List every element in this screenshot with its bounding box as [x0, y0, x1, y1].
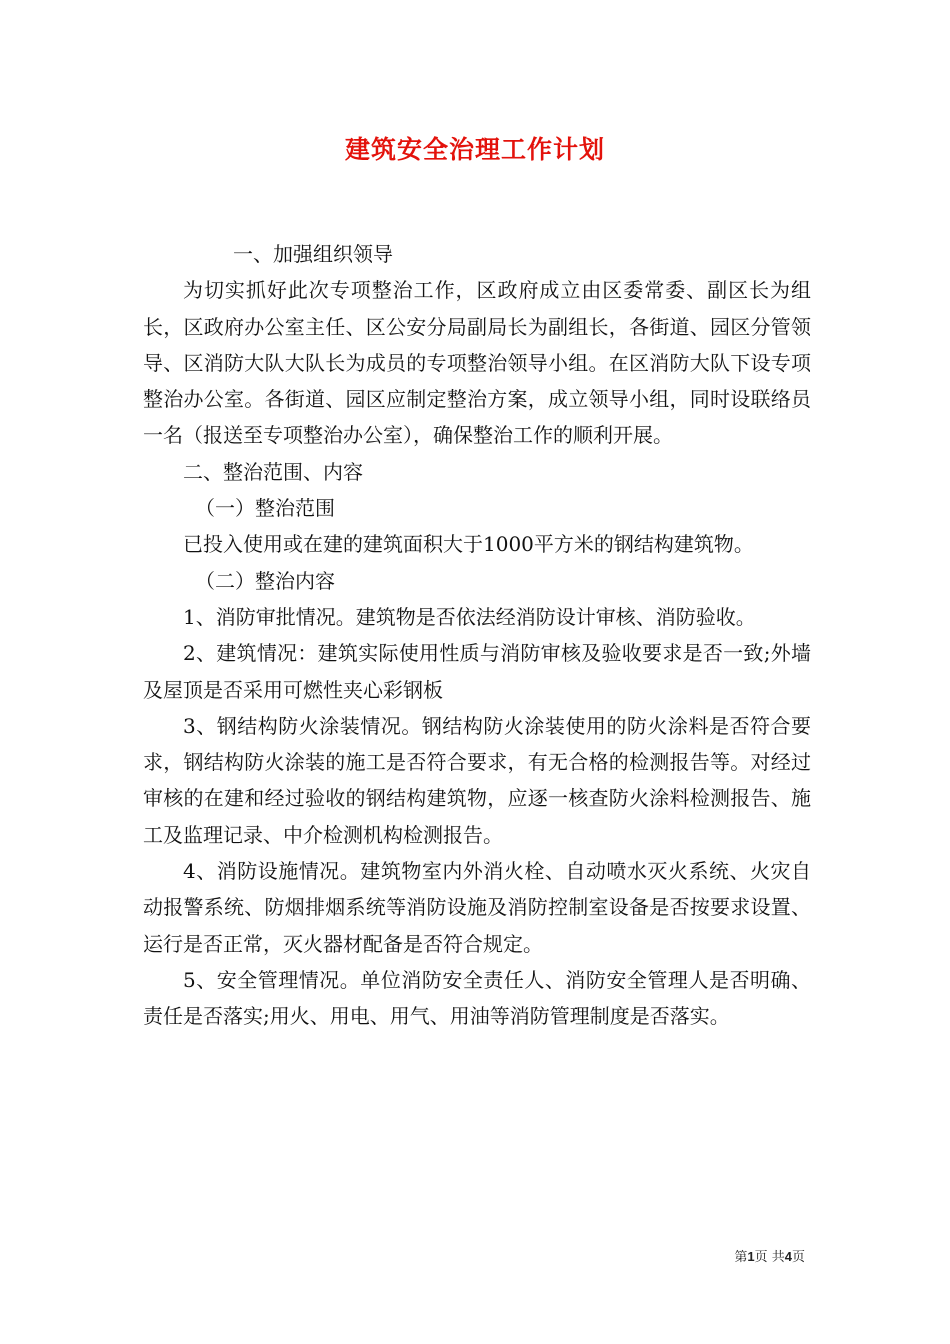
document-title: 建筑安全治理工作计划	[344, 135, 605, 164]
footer-current-page: 1	[747, 1249, 755, 1264]
paragraph-item-2: 2、建筑情况：建筑实际使用性质与消防审核及验收要求是否一致;外墙及屋顶是否采用可燃性夹心彩钢板	[143, 641, 811, 702]
page-number-footer	[734, 1246, 805, 1265]
paragraph-item-5: 5、安全管理情况。单位消防安全责任人、消防安全管理人是否明确、责任是否落实;用火、用电、用气、用油等消防管理制度是否落实。	[143, 967, 811, 1029]
paragraph-item-1: 1、消防审批情况。建筑物是否依法经消防设计审核、消防验收。	[183, 604, 756, 629]
section-heading-1: 一、加强组织领导	[233, 242, 393, 266]
paragraph-organization: 为切实抓好此次专项整治工作，区政府成立由区委常委、副区长为组长，区政府办公室主任、区公安分局副局长为副组长，各街道、园区分管领导、区消防大队大队长为成员的专项整治领导小组。在区消防大队下设专项整治办公室。各街道、园区应制定整治方案，成立领导小组，同时设联络员一名（报送至专项整治办公室），确保整治工作的顺利开展。	[143, 278, 811, 448]
footer-suffix: 页	[791, 1250, 805, 1265]
paragraph-item-3: 3、钢结构防火涂装情况。钢结构防火涂装使用的防火涂料是否符合要求，钢结构防火涂装的施工是否符合要求，有无合格的检测报告等。对经过审核的在建和经过验收的钢结构建筑物，应逐一核查防火涂料检测报告、施工及监理记录、中介检测机构检测报告。	[143, 713, 811, 847]
subsection-heading-scope: （一）整治范围	[195, 496, 335, 521]
footer-total-pages: 4	[784, 1249, 792, 1264]
subsection-heading-content: （二）整治内容	[195, 568, 335, 593]
paragraph-scope: 已投入使用或在建的建筑面积大于1000平方米的钢结构建筑物。	[183, 532, 754, 557]
footer-prefix: 第	[734, 1250, 748, 1265]
paragraph-item-4: 4、消防设施情况。建筑物室内外消火栓、自动喷水灭火系统、火灾自动报警系统、防烟排烟系统等消防设施及消防控制室设备是否按要求设置、运行是否正常，灭火器材配备是否符合规定。	[143, 859, 811, 956]
section-heading-2: 二、整治范围、内容	[183, 459, 363, 484]
footer-middle: 页 共	[754, 1250, 785, 1265]
document-body	[143, 236, 811, 1035]
